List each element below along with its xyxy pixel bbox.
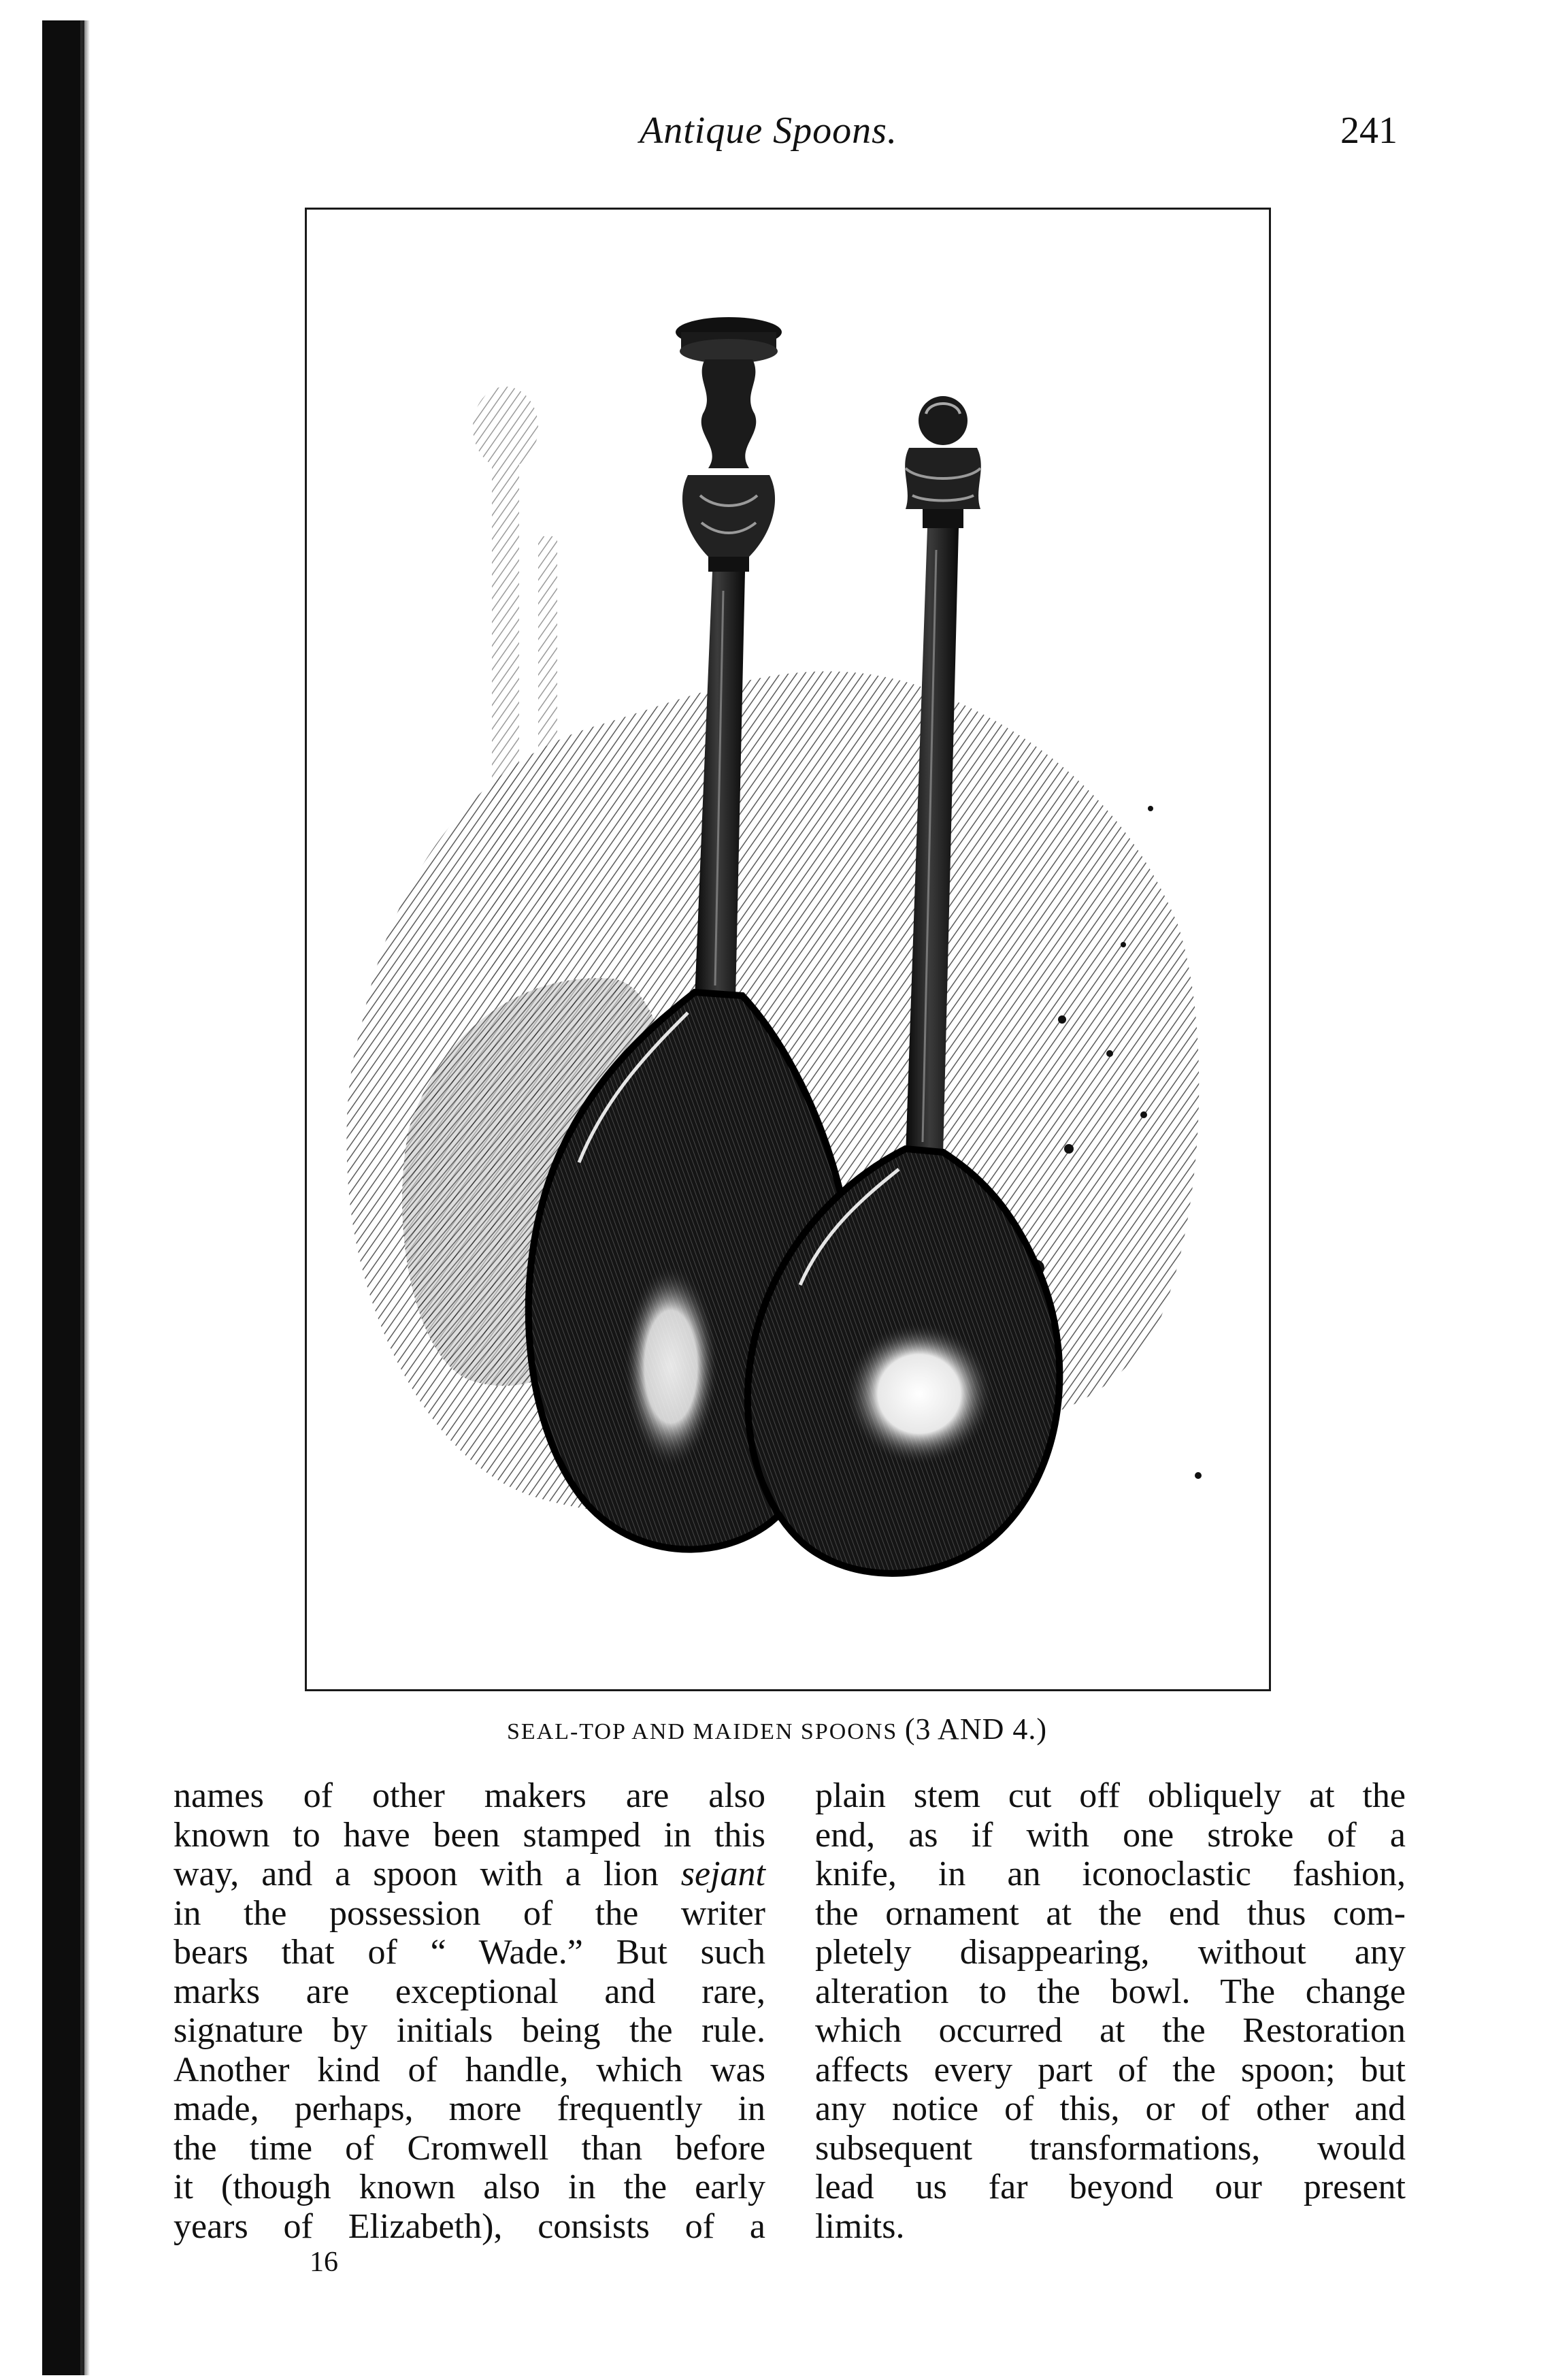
caption-text: SEAL-TOP AND MAIDEN SPOONS [506,1719,905,1744]
text-line: known to have been stamped in this [173,1815,765,1855]
text-line: pletely disappearing, without any [815,1933,1406,1972]
text-line: any notice of this, or of other and [815,2089,1406,2128]
text-line: names of other makers are also [173,1776,765,1815]
text-line: marks are exceptional and rare, [173,1972,765,2011]
text-line: limits. [815,2206,905,2246]
text-line: subsequent transformations, would [815,2128,1406,2168]
text-line: way, and a spoon with a lion sejant [173,1855,765,1893]
italic-word: sejant [680,1855,765,1893]
text-line: affects every part of the spoon; but [815,2050,1406,2089]
text-line: knife, in an iconoclastic fashion, [815,1855,1406,1893]
text-line: it (though known also in the early [173,2168,765,2206]
text-line: plain stem cut off obliquely at the [815,1776,1406,1815]
text-line: Another kind of handle, which was [173,2050,765,2089]
text-line: alteration to the bowl. The change [815,1972,1406,2011]
spoons-engraving [307,210,1269,1689]
page-binding-edge [42,20,84,2375]
text-line: which occurred at the Restoration [815,2011,1406,2050]
text-line: years of Elizabeth), consists of a [173,2206,765,2246]
text-line: end, as if with one stroke of a [815,1815,1406,1855]
page-binding-shadow [80,20,90,2375]
text-line: the time of Cromwell than before [173,2128,765,2168]
text-line: lead us far beyond our present [815,2168,1406,2206]
figure-caption [0,1712,1554,1746]
caption-numbers: (3 AND 4.) [904,1712,1048,1746]
right-text-column [815,1776,1406,2246]
text-line: made, perhaps, more frequently in [173,2089,765,2128]
page-number: 241 [1340,110,1398,152]
signature-mark: 16 [310,2247,338,2278]
text-line: in the possession of the writer [173,1893,765,1933]
text-line: the ornament at the end thus com- [815,1893,1406,1933]
engraving-plate [305,208,1271,1691]
running-title: Antique Spoons. [640,110,897,152]
text-line: bears that of “ Wade.” But such [173,1933,765,1972]
left-text-column [173,1776,765,2246]
text-line: signature by initials being the rule. [173,2011,765,2050]
